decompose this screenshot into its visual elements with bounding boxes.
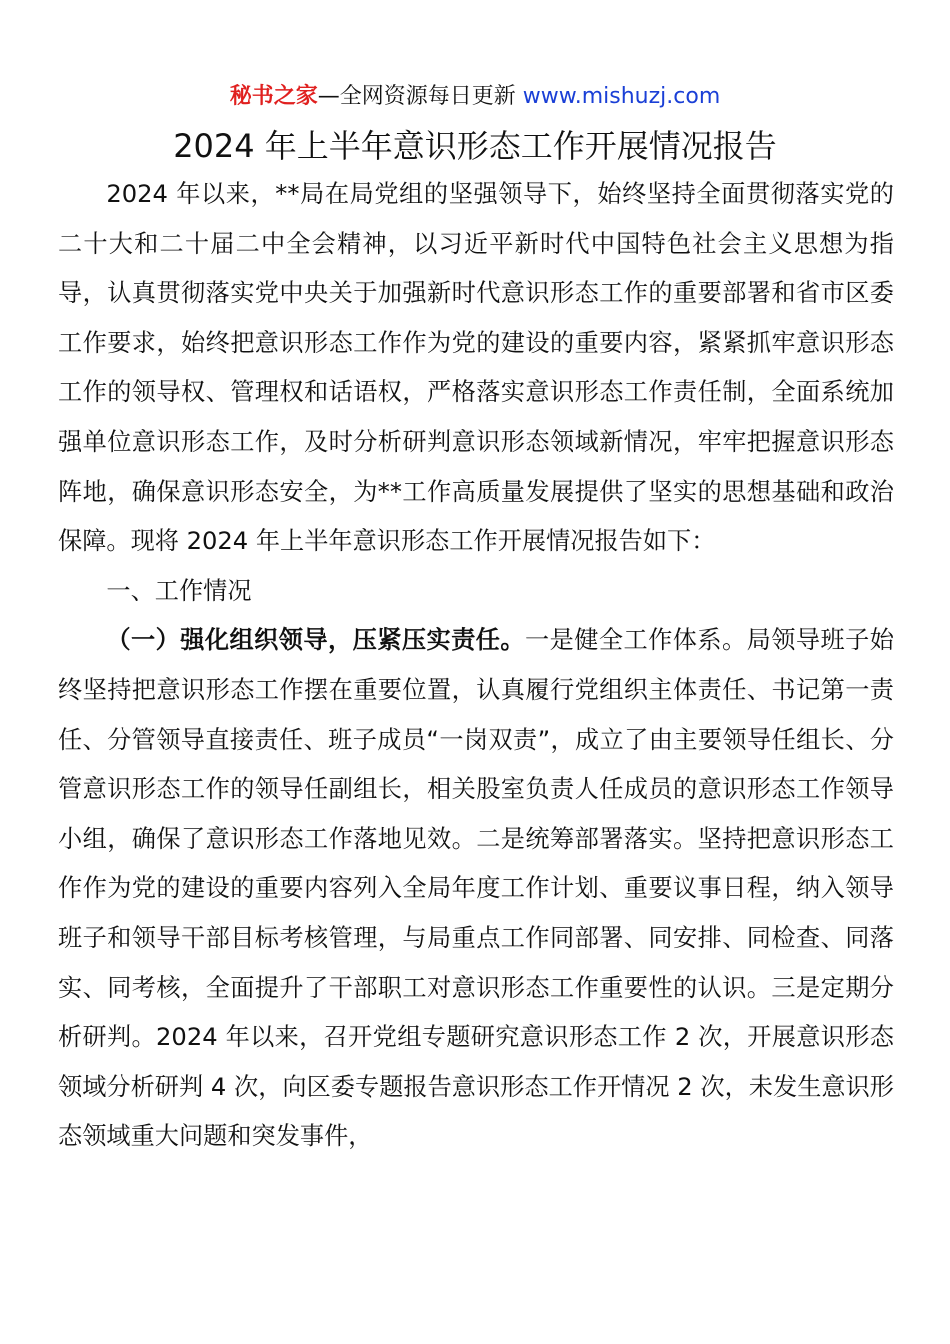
site-url-link[interactable]: www.mishuzj.com (522, 84, 721, 109)
section-heading: 一、工作情况 (106, 576, 252, 605)
document-title: 2024 年上半年意识形态工作开展情况报告 (173, 127, 777, 165)
intro-paragraph: 2024 年以来，**局在局党组的坚强领导下，始终坚持全面贯彻落实党的二十大和二十届二中全会精神，以习近平新时代中国特色社会主义思想为指导，认真贯彻落实党中央关于加强新时代意识形态工作的重要部署和省市区委工作要求，始终把意识形态工作作为党的建设的重要内容，紧紧抓牢意识形态工作的领导权、管理权和话语权，严格落实意识形态工作责任制，全面系统加强单位意识形态工作，及时分析研判意识形态领域新情况，牢牢把握意识形态阵地，确保意识形态安全，为**工作高质量发展提供了坚实的思想基础和政治保障。现将 2024 年上半年意识形态工作开展情况报告如下： (58, 180, 894, 556)
document-body (58, 170, 894, 1162)
site-header (0, 80, 950, 114)
header-tagline: —全网资源每日更新 (317, 84, 516, 109)
subsection-paragraph (58, 616, 894, 1162)
brand-name: 秘书之家 (229, 84, 318, 109)
subsection-heading: （一）强化组织领导，压紧压实责任。 (106, 626, 526, 655)
subsection-body: 一是健全工作体系。局领导班子始终坚持把意识形态工作摆在重要位置，认真履行党组织主体责任、书记第一责任、分管领导直接责任、班子成员“一岗双责”，成立了由主要领导任组长、分管意识形态工作的领导任副组长，相关股室负责人任成员的意识形态工作领导小组，确保了意识形态工作落地见效。二是统筹部署落实。坚持把意识形态工作作为党的建设的重要内容列入全局年度工作计划、重要议事日程，纳入领导班子和领导干部目标考核管理，与局重点工作同部署、同安排、同检查、同落实、同考核，全面提升了干部职工对意识形态工作重要性的认识。三是定期分析研判。2024 年以来，召开党组专题研究意识形态工作 2 次，开展意识形态领域分析研判 4 次，向区委专题报告意识形态工作开情况 2 次，未发生意识形态领域重大问题和突发事件， (58, 626, 894, 1151)
